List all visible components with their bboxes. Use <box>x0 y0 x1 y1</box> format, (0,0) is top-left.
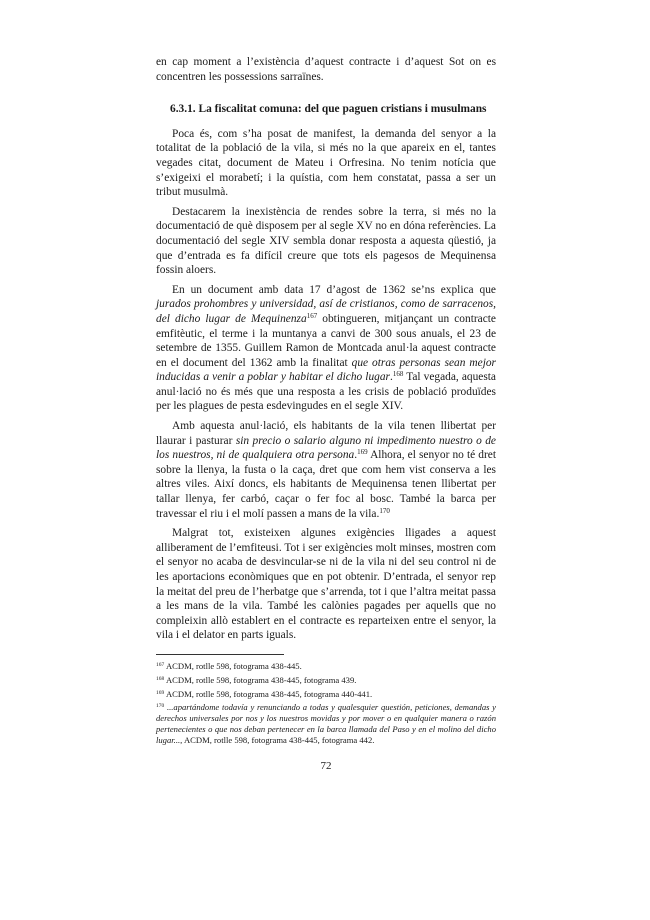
footnote-number: 168 <box>156 675 165 682</box>
paragraph-4: Amb aquesta anul·lació, els habitants de la vila tenen llibertat per llaurar i pasturar sin precio o salario alguno ni impedimento nuestro o de los nuestros, ni de qualquiera otra persona.$^{169}$ Alhora, el senyor no té dret sobre la llenya, la fusta o la caça, dret que com hem vist conserva a les altres viles. Així doncs, els habitants de Mequinensa tenen llibertat per tallar llenya, fer carbó, caçar o fer foc al bosc. També la barca per travessar el riu i el molí passen a mans de la vila.$^{170}$ <box>156 420 496 520</box>
document-page <box>156 55 496 772</box>
paragraph-2: Destacarem la inexistència de rendes sobre la terra, si més no la documentació de què disposem per al segle XV no en dóna referències. La documentació del segle XIV sembla donar resposta a aquesta qüestió, ja que d’entrada es fa difícil creure que tots els pagesos de Mequinensa fossin aloers. <box>156 205 496 277</box>
paragraph-5: Malgrat tot, existeixen algunes exigències lligades a aquest alliberament de l’emfiteusi. Tot i ser exigències molt minses, mostren com el senyor no acaba de desvincular-se ni de la vila ni del seu control ni de les aportacions econòmiques que en pot obtenir. D’entrada, el senyor rep la meitat del preu de l’herbatge que s’arrenda, tot i que l’altra meitat passa a les mans de la vila. També les calònies pagades per aquells que no compleixin allò establert en el contracte es reparteixen entre el senyor, la vila i el delator en parts iguals. <box>156 527 496 642</box>
footnote-169: $^{169}$ ACDM, rotlle 598, fotograma 438-445, fotograma 440-441. <box>156 688 373 699</box>
paragraph-3: En un document amb data 17 d’agost de 1362 se’ns explica que jurados prohombres y universidad, así de cristianos, como de sarracenos, del dicho lugar de Mequinenza$^{167}$ obtingueren, mitjançant un contracte emfitèutic, el terme i la muntanya a canvi de 300 sous anuals, el 23 de setembre de 1355. Guillem Ramon de Montcada anul·la aquest contracte en el document del 1362 amb la finalitat que otras personas sean mejor inducidas a venir a poblar y habitar el dicho lugar.$^{168}$ Tal vegada, aquesta anul·lació no és més que una resposta a les crisis de població produïdes per les plagues de pesta esdevingudes en el segle XIV. <box>156 283 496 413</box>
footnote-divider <box>156 654 284 655</box>
paragraph-1: Poca és, com s’ha posat de manifest, la demanda del senyor a la totalitat de la població de la vila, si més no la que apareix en el, tantes vegades citat, document de Mateu i Orfresina. No tenim notícia que s’exigeixi el morabetí; i la quístia, com hem constatat, passa a ser un tribut musulmà. <box>156 127 496 199</box>
quotation-italic: sin precio o salario alguno ni impedimento nuestro o de los nuestros, ni de qualquiera otra persona <box>156 434 496 462</box>
quotation-italic: jurados prohombres y universidad, así de cristianos, como de sarracenos, del dicho lugar de Mequinenza <box>156 298 496 325</box>
footnote-number: 167 <box>156 661 165 668</box>
footnote-ref[interactable]: 168 <box>392 370 404 379</box>
intro-paragraph: en cap moment a l’existència d’aquest contracte i d’aquest Sot on es concentren les possessions sarraïnes. <box>156 56 496 83</box>
footnote-ref[interactable]: 169 <box>357 448 368 457</box>
section-heading <box>156 102 496 117</box>
footnote-number: 169 <box>156 689 165 696</box>
section-title: La fiscalitat comuna: del que paguen cristians i musulmans <box>198 103 487 116</box>
footnote-ref[interactable]: 167 <box>306 311 318 320</box>
quotation-italic: que otras personas sean mejor inducidas a venir a poblar y habitar el dicho lugar <box>156 356 496 384</box>
footnote-number: 170 <box>156 703 165 710</box>
section-number: 6.3.1. <box>170 103 196 116</box>
footnote-ref[interactable]: 170 <box>379 506 390 515</box>
footnotes <box>156 661 496 746</box>
footnote-170: $^{170}$ ...apartándome todavía y renunciando a todas y qualesquier questión, peticiones, demandas y derechos universales por nos y los nuestros movidas y por mover o en qualquier manera o razón pertenecientes o que nos deban pertenecer en la barca llamada del Paso y en el molino del dicho lugar..., ACDM, rotlle 598, fotograma 438-445, fotograma 442. <box>156 702 496 745</box>
footnote-167: $^{167}$ ACDM, rotlle 598, fotograma 438-445. <box>156 660 302 671</box>
footnote-168: $^{168}$ ACDM, rotlle 598, fotograma 438-445, fotograma 439. <box>156 674 357 685</box>
page-number: 72 <box>320 759 332 772</box>
